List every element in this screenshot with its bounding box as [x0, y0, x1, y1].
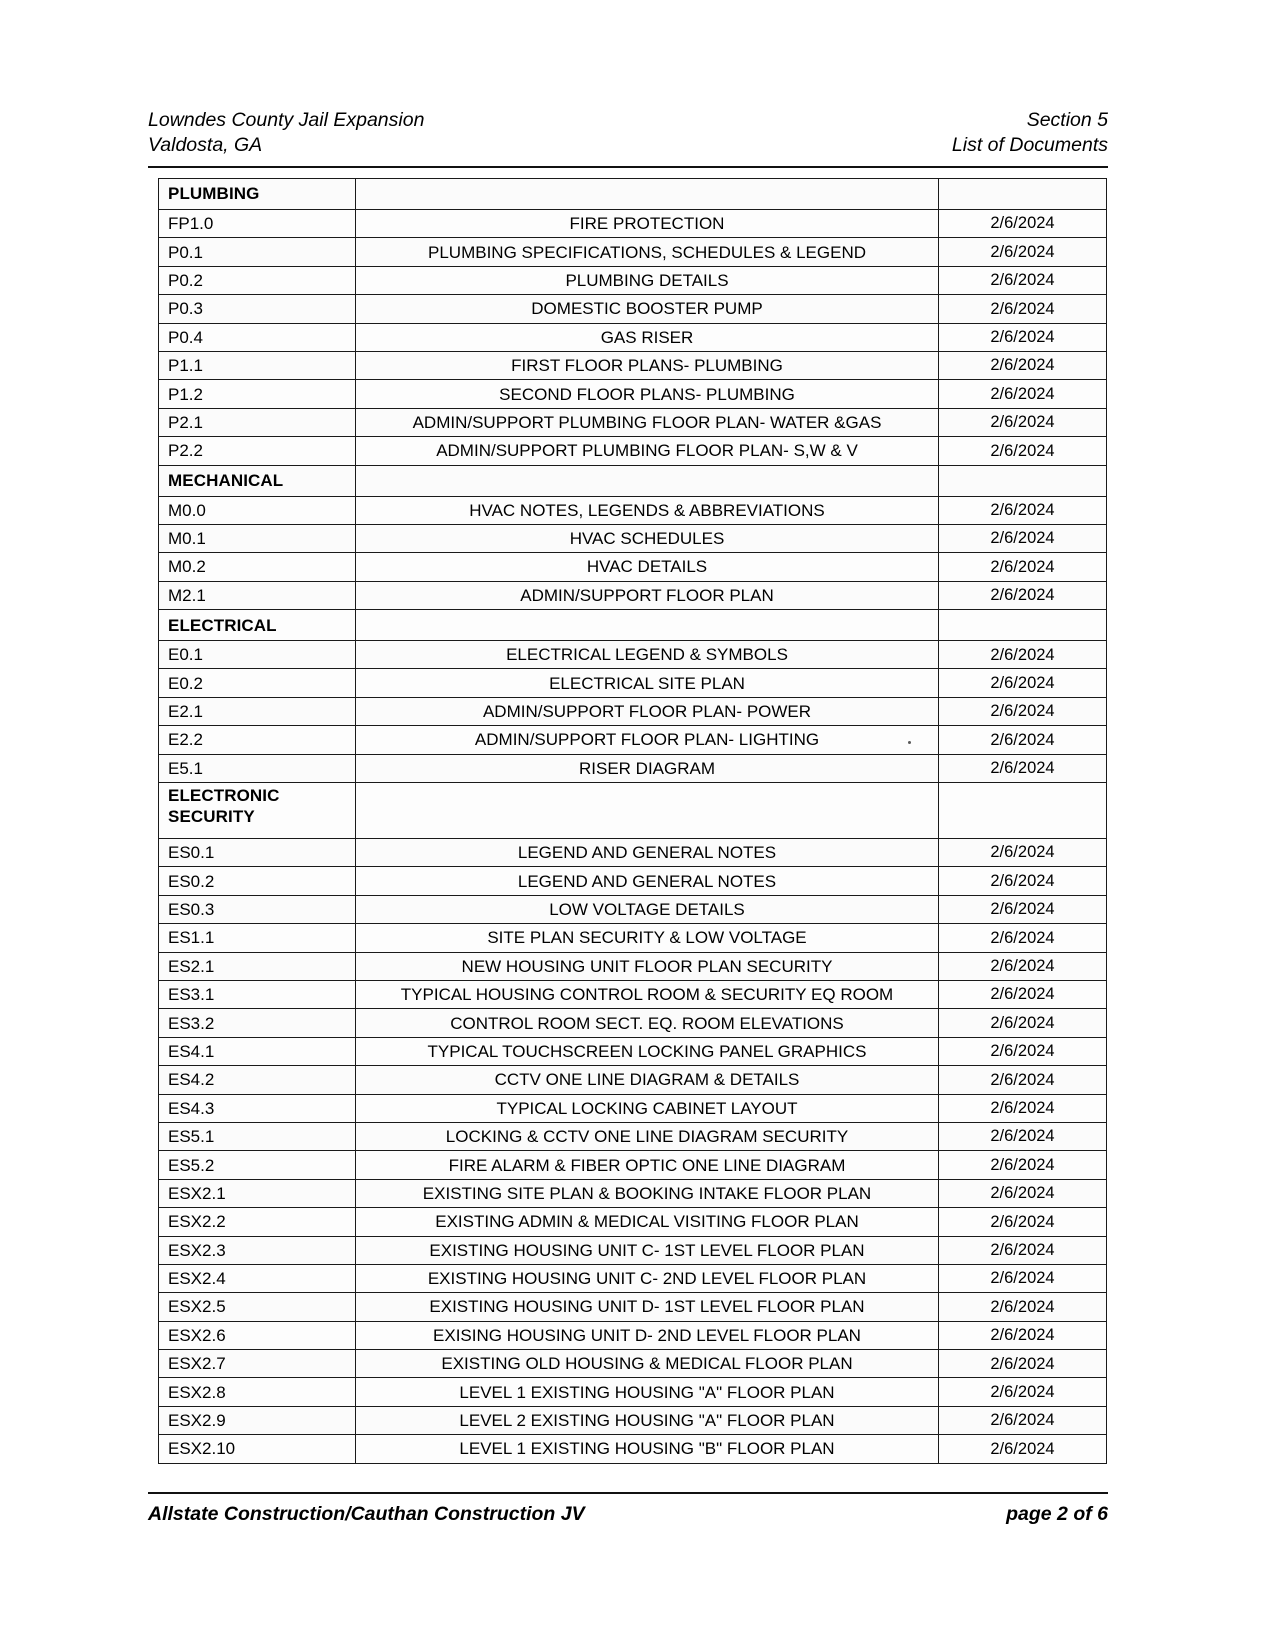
sheet-number: ES2.1: [159, 952, 356, 980]
sheet-title: HVAC DETAILS: [356, 553, 939, 581]
sheet-number: E5.1: [159, 754, 356, 782]
sheet-title: FIRE PROTECTION: [356, 210, 939, 238]
sheet-number: P1.2: [159, 380, 356, 408]
sheet-title: FIRE ALARM & FIBER OPTIC ONE LINE DIAGRAM: [356, 1151, 939, 1179]
sheet-number: ESX2.4: [159, 1264, 356, 1292]
sheet-date: 2/6/2024: [939, 839, 1107, 867]
page-number: page 2 of 6: [1006, 1503, 1108, 1525]
table-row: [159, 1208, 1107, 1236]
sheet-number: ESX2.10: [159, 1435, 356, 1463]
table-row: [159, 581, 1107, 609]
sheet-date: 2/6/2024: [939, 380, 1107, 408]
sheet-date: 2/6/2024: [939, 210, 1107, 238]
table-row: [159, 1037, 1107, 1065]
table-row: [159, 839, 1107, 867]
table-row: [159, 1264, 1107, 1292]
sheet-date: 2/6/2024: [939, 726, 1107, 754]
table-row: [159, 1406, 1107, 1434]
sheet-number: ESX2.6: [159, 1321, 356, 1349]
table-row: [159, 553, 1107, 581]
sheet-title: SECOND FLOOR PLANS- PLUMBING: [356, 380, 939, 408]
table-row: [159, 524, 1107, 552]
sheet-title: ADMIN/SUPPORT FLOOR PLAN: [356, 581, 939, 609]
section-label: PLUMBING: [159, 179, 356, 210]
sheet-date: 2/6/2024: [939, 669, 1107, 697]
project-identification: [148, 108, 424, 158]
sheet-date: 2/6/2024: [939, 266, 1107, 294]
section-header-row: [159, 783, 1107, 839]
sheet-date: 2/6/2024: [939, 408, 1107, 436]
sheet-date: 2/6/2024: [939, 867, 1107, 895]
sheet-date: 2/6/2024: [939, 1378, 1107, 1406]
document-list-body: [159, 179, 1107, 1464]
table-row: [159, 437, 1107, 465]
footer-divider: [148, 1492, 1108, 1494]
sheet-title: EXISTING HOUSING UNIT C- 2ND LEVEL FLOOR PLAN: [356, 1264, 939, 1292]
sheet-title: LOW VOLTAGE DETAILS: [356, 895, 939, 923]
table-row: [159, 1066, 1107, 1094]
sheet-date: 2/6/2024: [939, 1350, 1107, 1378]
sheet-date: 2/6/2024: [939, 641, 1107, 669]
sheet-date: 2/6/2024: [939, 524, 1107, 552]
sheet-title: EXISTING SITE PLAN & BOOKING INTAKE FLOOR PLAN: [356, 1179, 939, 1207]
section-identification: [952, 108, 1108, 158]
document-list-table: [158, 178, 1107, 1464]
sheet-title: DOMESTIC BOOSTER PUMP: [356, 295, 939, 323]
sheet-date: 2/6/2024: [939, 754, 1107, 782]
sheet-date: [939, 179, 1107, 210]
table-row: [159, 266, 1107, 294]
sheet-title: LEGEND AND GENERAL NOTES: [356, 867, 939, 895]
header-divider: [148, 166, 1108, 168]
sheet-number: M0.2: [159, 553, 356, 581]
sheet-number: P0.1: [159, 238, 356, 266]
table-row: [159, 295, 1107, 323]
sheet-title: EXISTING HOUSING UNIT D- 1ST LEVEL FLOOR PLAN: [356, 1293, 939, 1321]
table-row: [159, 323, 1107, 351]
scan-artifact-mark: [908, 741, 911, 744]
table-row: [159, 1179, 1107, 1207]
sheet-date: 2/6/2024: [939, 1236, 1107, 1264]
table-row: [159, 351, 1107, 379]
sheet-date: 2/6/2024: [939, 553, 1107, 581]
section-label: ELECTRONIC SECURITY: [159, 783, 356, 839]
sheet-title: ADMIN/SUPPORT FLOOR PLAN- POWER: [356, 697, 939, 725]
sheet-title: EXISTING HOUSING UNIT C- 1ST LEVEL FLOOR PLAN: [356, 1236, 939, 1264]
sheet-title: GAS RISER: [356, 323, 939, 351]
sheet-title: LEGEND AND GENERAL NOTES: [356, 839, 939, 867]
sheet-date: 2/6/2024: [939, 496, 1107, 524]
project-location: Valdosta, GA: [148, 134, 263, 156]
table-row: [159, 1350, 1107, 1378]
table-row: [159, 1151, 1107, 1179]
sheet-title: CCTV ONE LINE DIAGRAM & DETAILS: [356, 1066, 939, 1094]
sheet-title: TYPICAL HOUSING CONTROL ROOM & SECURITY EQ ROOM: [356, 980, 939, 1008]
sheet-number: ESX2.9: [159, 1406, 356, 1434]
sheet-number: ES3.2: [159, 1009, 356, 1037]
section-header-row: [159, 465, 1107, 496]
table-row: [159, 867, 1107, 895]
sheet-date: 2/6/2024: [939, 1208, 1107, 1236]
document-footer: [148, 1503, 1108, 1526]
table-row: [159, 1378, 1107, 1406]
sheet-number: E0.2: [159, 669, 356, 697]
sheet-number: M0.1: [159, 524, 356, 552]
sheet-date: 2/6/2024: [939, 1264, 1107, 1292]
sheet-title: HVAC SCHEDULES: [356, 524, 939, 552]
section-subtitle: List of Documents: [951, 134, 1108, 156]
sheet-date: 2/6/2024: [939, 1435, 1107, 1463]
sheet-date: 2/6/2024: [939, 238, 1107, 266]
table-row: [159, 641, 1107, 669]
sheet-date: 2/6/2024: [939, 581, 1107, 609]
sheet-title: [356, 783, 939, 839]
sheet-date: 2/6/2024: [939, 1037, 1107, 1065]
sheet-date: 2/6/2024: [939, 1293, 1107, 1321]
sheet-number: P0.3: [159, 295, 356, 323]
sheet-title: [356, 610, 939, 641]
sheet-date: 2/6/2024: [939, 924, 1107, 952]
table-row: [159, 924, 1107, 952]
sheet-title: CONTROL ROOM SECT. EQ. ROOM ELEVATIONS: [356, 1009, 939, 1037]
sheet-title: PLUMBING DETAILS: [356, 266, 939, 294]
table-row: [159, 669, 1107, 697]
sheet-number: ES5.2: [159, 1151, 356, 1179]
sheet-date: 2/6/2024: [939, 1179, 1107, 1207]
section-header-row: [159, 610, 1107, 641]
sheet-number: E0.1: [159, 641, 356, 669]
sheet-number: ES3.1: [159, 980, 356, 1008]
sheet-title: EXISING HOUSING UNIT D- 2ND LEVEL FLOOR PLAN: [356, 1321, 939, 1349]
sheet-number: ES0.1: [159, 839, 356, 867]
table-row: [159, 1293, 1107, 1321]
sheet-number: ES4.2: [159, 1066, 356, 1094]
sheet-title: PLUMBING SPECIFICATIONS, SCHEDULES & LEGEND: [356, 238, 939, 266]
sheet-number: ESX2.1: [159, 1179, 356, 1207]
sheet-title: LOCKING & CCTV ONE LINE DIAGRAM SECURITY: [356, 1122, 939, 1150]
sheet-date: 2/6/2024: [939, 1151, 1107, 1179]
section-label: MECHANICAL: [159, 465, 356, 496]
table-row: [159, 952, 1107, 980]
table-row: [159, 754, 1107, 782]
sheet-title: EXISTING OLD HOUSING & MEDICAL FLOOR PLAN: [356, 1350, 939, 1378]
sheet-title: RISER DIAGRAM: [356, 754, 939, 782]
table-row: [159, 380, 1107, 408]
sheet-number: ES0.2: [159, 867, 356, 895]
sheet-title: TYPICAL LOCKING CABINET LAYOUT: [356, 1094, 939, 1122]
sheet-number: ESX2.3: [159, 1236, 356, 1264]
table-row: [159, 980, 1107, 1008]
sheet-number: M2.1: [159, 581, 356, 609]
project-name: Lowndes County Jail Expansion: [148, 109, 425, 131]
sheet-date: 2/6/2024: [939, 1321, 1107, 1349]
sheet-date: 2/6/2024: [939, 1066, 1107, 1094]
sheet-date: 2/6/2024: [939, 351, 1107, 379]
table-row: [159, 210, 1107, 238]
sheet-date: 2/6/2024: [939, 697, 1107, 725]
document-header: [148, 108, 1108, 158]
section-header-row: [159, 179, 1107, 210]
sheet-number: ES1.1: [159, 924, 356, 952]
sheet-number: P0.2: [159, 266, 356, 294]
sheet-title: [356, 465, 939, 496]
table-row: [159, 697, 1107, 725]
sheet-title: EXISTING ADMIN & MEDICAL VISITING FLOOR PLAN: [356, 1208, 939, 1236]
sheet-title: SITE PLAN SECURITY & LOW VOLTAGE: [356, 924, 939, 952]
table-row: [159, 726, 1107, 754]
sheet-number: M0.0: [159, 496, 356, 524]
sheet-title: LEVEL 1 EXISTING HOUSING "B" FLOOR PLAN: [356, 1435, 939, 1463]
sheet-number: ES5.1: [159, 1122, 356, 1150]
sheet-title: ADMIN/SUPPORT PLUMBING FLOOR PLAN- S,W & V: [356, 437, 939, 465]
sheet-number: P2.2: [159, 437, 356, 465]
table-row: [159, 1435, 1107, 1463]
sheet-date: [939, 465, 1107, 496]
sheet-number: ESX2.7: [159, 1350, 356, 1378]
sheet-date: 2/6/2024: [939, 295, 1107, 323]
section-number: Section 5: [1026, 109, 1108, 131]
table-row: [159, 895, 1107, 923]
sheet-date: 2/6/2024: [939, 437, 1107, 465]
contractor-name: Allstate Construction/Cauthan Construction JV: [148, 1503, 585, 1525]
sheet-date: 2/6/2024: [939, 1094, 1107, 1122]
sheet-title: HVAC NOTES, LEGENDS & ABBREVIATIONS: [356, 496, 939, 524]
sheet-number: P0.4: [159, 323, 356, 351]
sheet-number: FP1.0: [159, 210, 356, 238]
sheet-number: E2.1: [159, 697, 356, 725]
sheet-date: [939, 783, 1107, 839]
sheet-title: TYPICAL TOUCHSCREEN LOCKING PANEL GRAPHICS: [356, 1037, 939, 1065]
sheet-number: P1.1: [159, 351, 356, 379]
sheet-date: [939, 610, 1107, 641]
sheet-number: ESX2.5: [159, 1293, 356, 1321]
sheet-number: ES4.3: [159, 1094, 356, 1122]
sheet-date: 2/6/2024: [939, 895, 1107, 923]
sheet-title: [356, 179, 939, 210]
sheet-title: FIRST FLOOR PLANS- PLUMBING: [356, 351, 939, 379]
sheet-title: ELECTRICAL LEGEND & SYMBOLS: [356, 641, 939, 669]
table-row: [159, 1236, 1107, 1264]
table-row: [159, 238, 1107, 266]
sheet-date: 2/6/2024: [939, 1406, 1107, 1434]
sheet-title: ADMIN/SUPPORT PLUMBING FLOOR PLAN- WATER &GAS: [356, 408, 939, 436]
sheet-title: NEW HOUSING UNIT FLOOR PLAN SECURITY: [356, 952, 939, 980]
sheet-number: ESX2.2: [159, 1208, 356, 1236]
table-row: [159, 1122, 1107, 1150]
sheet-title: LEVEL 1 EXISTING HOUSING "A" FLOOR PLAN: [356, 1378, 939, 1406]
table-row: [159, 496, 1107, 524]
sheet-date: 2/6/2024: [939, 1009, 1107, 1037]
sheet-date: 2/6/2024: [939, 980, 1107, 1008]
sheet-number: E2.2: [159, 726, 356, 754]
sheet-date: 2/6/2024: [939, 1122, 1107, 1150]
sheet-title: LEVEL 2 EXISTING HOUSING "A" FLOOR PLAN: [356, 1406, 939, 1434]
section-label: ELECTRICAL: [159, 610, 356, 641]
sheet-date: 2/6/2024: [939, 323, 1107, 351]
table-row: [159, 408, 1107, 436]
sheet-title: ELECTRICAL SITE PLAN: [356, 669, 939, 697]
sheet-number: ES0.3: [159, 895, 356, 923]
table-row: [159, 1094, 1107, 1122]
sheet-number: ESX2.8: [159, 1378, 356, 1406]
sheet-number: ES4.1: [159, 1037, 356, 1065]
table-row: [159, 1009, 1107, 1037]
table-row: [159, 1321, 1107, 1349]
sheet-title: ADMIN/SUPPORT FLOOR PLAN- LIGHTING: [356, 726, 939, 754]
sheet-number: P2.1: [159, 408, 356, 436]
sheet-date: 2/6/2024: [939, 952, 1107, 980]
